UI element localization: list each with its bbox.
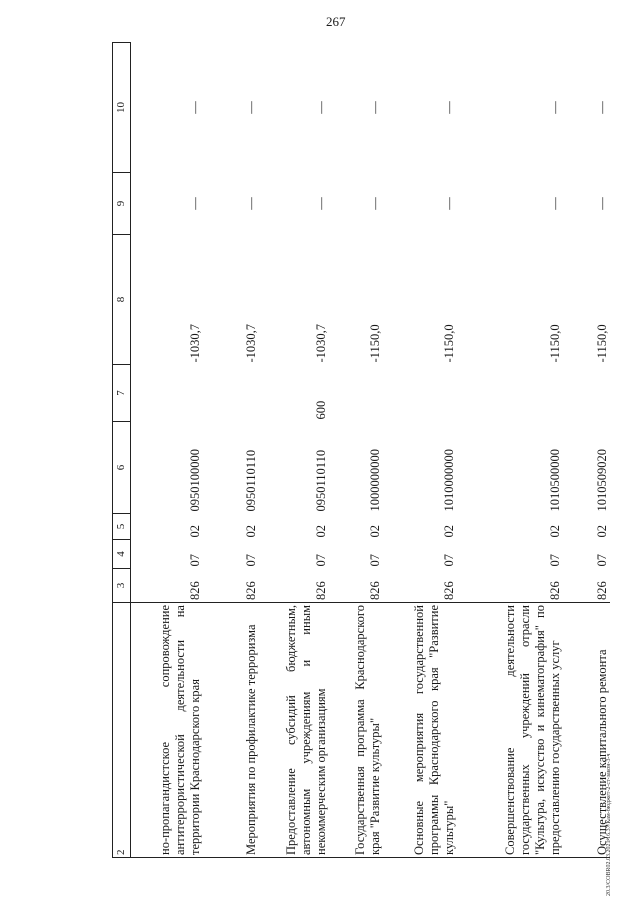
- table-row: [203, 43, 259, 858]
- row-description: Предоставление субсидий бюджетным, автономным учреждениям и иным некоммерческим организациям: [259, 603, 329, 858]
- budget-table: [112, 42, 610, 858]
- cell-col10: —: [313, 101, 328, 114]
- header-cell: 6: [113, 422, 131, 514]
- cell-col7: [329, 365, 383, 422]
- cell-col5: 02: [367, 525, 382, 538]
- cell-col10: —: [547, 101, 562, 114]
- cell-col3: 826: [441, 581, 456, 600]
- cell-col3: 826: [547, 581, 562, 600]
- cell-col5: 02: [187, 525, 202, 538]
- cell-col3: 826: [367, 581, 382, 600]
- cell-col5: 02: [313, 525, 328, 538]
- cell-col3: 826: [313, 581, 328, 600]
- cell-col9: —: [547, 197, 562, 210]
- cell-col6: 1010500000: [547, 449, 562, 512]
- cell-col8: -1030,7: [243, 323, 258, 363]
- header-cell: 8: [113, 235, 131, 365]
- cell-col7: [203, 365, 259, 422]
- cell-col5: 02: [594, 525, 609, 538]
- cell-col6: 1010509020: [594, 449, 609, 512]
- cell-col8: -1030,7: [313, 323, 328, 363]
- cell-col7: [563, 365, 610, 422]
- cell-col4: 07: [367, 554, 382, 567]
- table-row: [383, 43, 457, 858]
- cell-col10: —: [594, 101, 609, 114]
- cell-col4: 07: [243, 554, 258, 567]
- cell-col3: 826: [594, 581, 609, 600]
- cell-col10: —: [367, 101, 382, 114]
- cell-col8: -1150,0: [547, 324, 562, 363]
- cell-col8: -1150,0: [367, 324, 382, 363]
- footer-code: 20.3/COBR02.03.2021/16.37/Кам-бюджет-2-ст-закон-3-ч: [606, 753, 612, 896]
- cell-col8: -1150,0: [594, 324, 609, 363]
- table-row: [329, 43, 383, 858]
- cell-col10: —: [243, 101, 258, 114]
- cell-col7: 600: [313, 400, 328, 420]
- cell-col4: 07: [441, 554, 456, 567]
- cell-col4: 07: [313, 554, 328, 567]
- cell-col7: [131, 365, 203, 422]
- row-description: Осуществление капитального ремонта: [563, 603, 610, 858]
- cell-col9: —: [367, 197, 382, 210]
- cell-col3: 826: [243, 581, 258, 600]
- header-cell: 10: [113, 43, 131, 173]
- cell-col4: 07: [594, 554, 609, 567]
- table-row: [259, 43, 329, 858]
- page-number: 267: [326, 14, 346, 29]
- row-description: но-пропагандистское сопровождение антитеррористической деятельности на территории Краснодарского края: [131, 603, 203, 858]
- row-description: Совершенствование деятельности государственных учреждений отрасли "Культура, искусство и кинематография" по предоставлению государственных услуг: [457, 603, 563, 858]
- cell-col4: 07: [187, 554, 202, 567]
- rotated-table-stage: [112, 43, 608, 858]
- cell-col9: —: [243, 197, 258, 210]
- cell-col6: 0950110110: [313, 449, 328, 512]
- cell-col9: —: [187, 197, 202, 210]
- cell-col9: —: [594, 197, 609, 210]
- row-description: Государственная программа Краснодарского края "Развитие культуры": [329, 603, 383, 858]
- header-row: [113, 43, 131, 858]
- cell-col8: -1030,7: [187, 323, 202, 363]
- cell-col6: 1010000000: [441, 449, 456, 512]
- cell-col5: 02: [243, 525, 258, 538]
- cell-col7: [457, 365, 563, 422]
- cell-col4: 07: [547, 554, 562, 567]
- header-cell: 4: [113, 540, 131, 569]
- header-cell: 7: [113, 365, 131, 422]
- table-row: [563, 43, 610, 858]
- cell-col6: 1000000000: [367, 449, 382, 512]
- header-cell: 2: [113, 603, 131, 858]
- table-row: [131, 43, 203, 858]
- cell-col5: 02: [441, 525, 456, 538]
- cell-col9: —: [313, 197, 328, 210]
- row-description: Мероприятия по профилактике терроризма: [203, 603, 259, 858]
- cell-col10: —: [441, 101, 456, 114]
- cell-col7: [383, 365, 457, 422]
- cell-col9: —: [441, 197, 456, 210]
- header-cell: 5: [113, 514, 131, 540]
- table-row: [457, 43, 563, 858]
- header-cell: 3: [113, 569, 131, 603]
- cell-col6: 0950100000: [187, 449, 202, 512]
- cell-col10: —: [187, 101, 202, 114]
- cell-col5: 02: [547, 525, 562, 538]
- header-cell: 9: [113, 173, 131, 235]
- cell-col3: 826: [187, 581, 202, 600]
- cell-col6: 0950110110: [243, 449, 258, 512]
- row-description: Основные мероприятия государственной программы Краснодарского края "Развитие культуры": [383, 603, 457, 858]
- cell-col8: -1150,0: [441, 324, 456, 363]
